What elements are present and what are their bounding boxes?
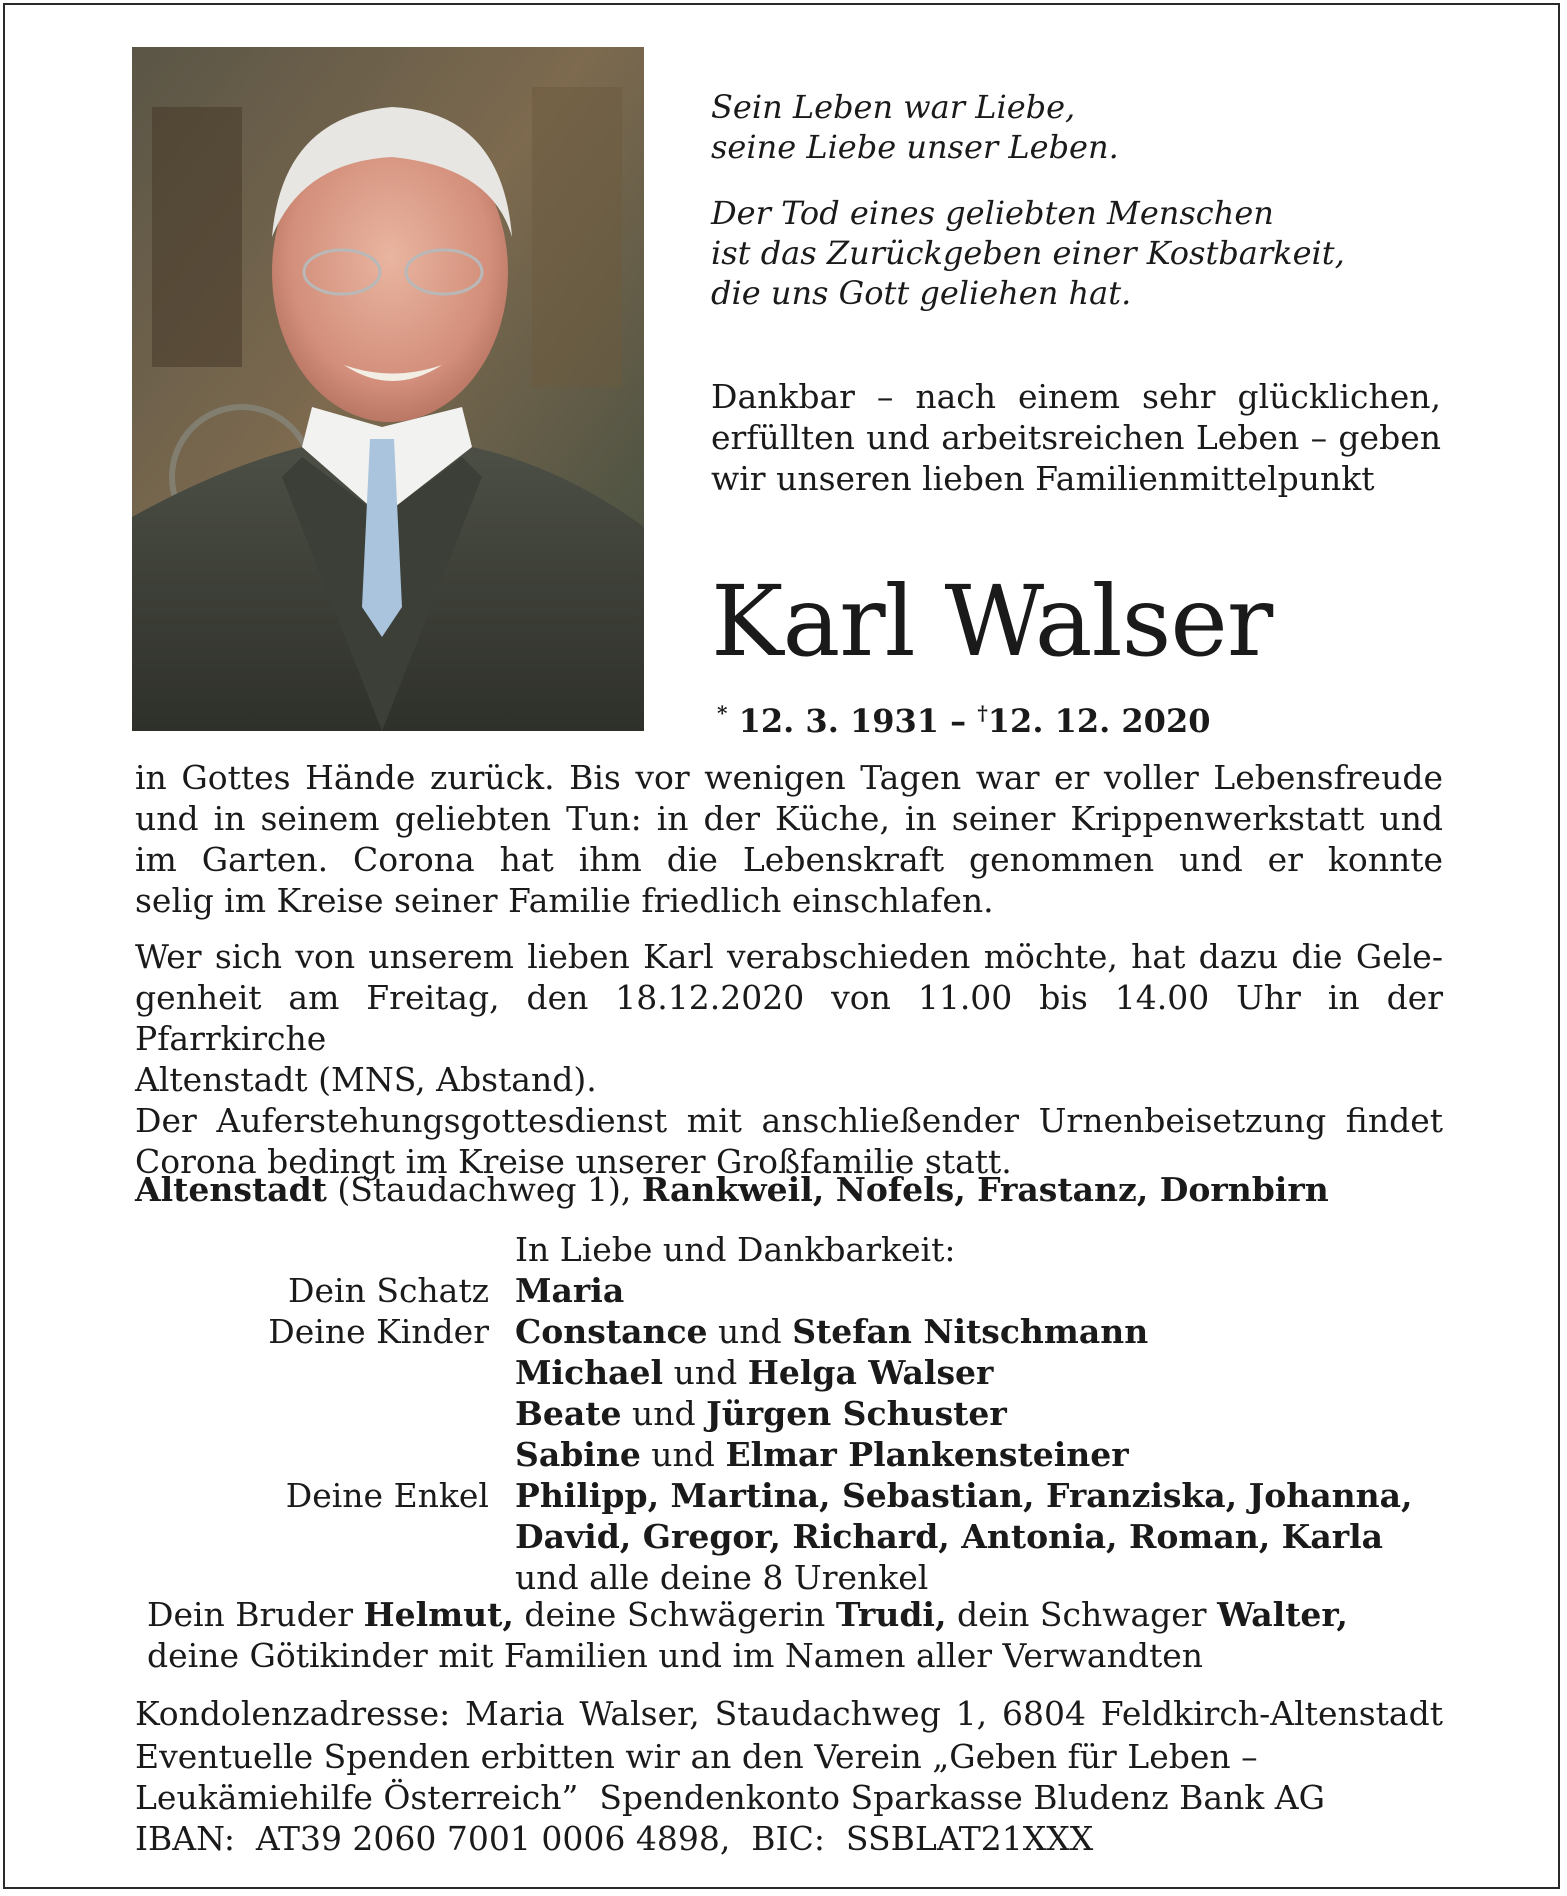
quote-line: Der Tod eines geliebten Menschen (711, 194, 1274, 232)
great-grandchildren: und alle deine 8 Urenkel (515, 1558, 929, 1597)
body-line: Wer sich von unserem lieben Karl verabschieden möchte, hat dazu die Gele- (135, 937, 1443, 976)
and-word: und (707, 1312, 793, 1351)
quote-line: seine Liebe unser Leben. (711, 128, 1119, 166)
relatives-text: Dein Bruder (147, 1595, 364, 1634)
body-paragraph-2 (135, 936, 1443, 1182)
date-dash: – (950, 702, 967, 740)
grandchildren-line: Philipp, Martina, Sebastian, Franziska, Johanna, (515, 1476, 1413, 1515)
relatives-line: deine Götikinder mit Familien und im Namen aller Verwandten (147, 1636, 1203, 1675)
sister-in-law-name: Trudi, (835, 1595, 947, 1634)
partner-name: Elmar Plankensteiner (725, 1435, 1129, 1474)
body-line: in Gottes Hände zurück. Bis vor wenigen Tagen war er voller Lebensfreude (135, 758, 1443, 797)
partner-name: Jürgen Schuster (706, 1394, 1007, 1433)
child-couple (515, 1393, 1007, 1434)
other-places: Rankweil, Nofels, Frastanz, Dornbirn (641, 1170, 1329, 1209)
life-dates (717, 693, 1210, 741)
obituary-page (3, 3, 1560, 1889)
quote-line: Sein Leben war Liebe, (711, 88, 1076, 126)
intro-line: Dankbar – nach einem sehr glücklichen, (711, 377, 1441, 416)
places-line (135, 1169, 1329, 1210)
epitaph-quote-2 (711, 193, 1345, 313)
body-line: und in seinem geliebten Tun: in der Küche, in seiner Krippenwerkstatt und (135, 799, 1443, 838)
label-partner: Dein Schatz (288, 1271, 489, 1310)
portrait-photo (132, 47, 644, 731)
brother-in-law-name: Walter, (1217, 1595, 1348, 1634)
grandchildren-line: David, Gregor, Richard, Antonia, Roman, Karla (515, 1517, 1384, 1556)
body-paragraph-1 (135, 757, 1443, 921)
child-name: Beate (515, 1394, 622, 1433)
family-heading: In Liebe und Dankbarkeit: (515, 1230, 956, 1269)
home-town: Altenstadt (135, 1170, 327, 1209)
child-name: Michael (515, 1353, 664, 1392)
partner-name: Helga Walser (747, 1353, 994, 1392)
footer-info (135, 1693, 1443, 1859)
relatives-line (147, 1594, 1348, 1635)
child-couple (515, 1434, 1129, 1475)
label-children: Deine Kinder (268, 1312, 489, 1351)
and-word: und (663, 1353, 748, 1392)
death-date: 12. 12. 2020 (987, 702, 1211, 740)
body-line: Altenstadt (MNS, Abstand). (135, 1060, 597, 1099)
body-line: selig im Kreise seiner Familie friedlich einschlafen. (135, 881, 994, 920)
quote-line: ist das Zurückgeben einer Kostbarkeit, (711, 234, 1345, 272)
child-couple (515, 1352, 993, 1393)
intro-text (711, 376, 1441, 499)
relatives-text: dein Schwager (946, 1595, 1218, 1634)
bank-details: IBAN: AT39 2060 7001 0006 4898, BIC: SSBLAT21XXX (135, 1819, 1094, 1858)
intro-line: erfüllten und arbeitsreichen Leben – geben (711, 418, 1441, 457)
partner-name: Stefan Nitschmann (792, 1312, 1149, 1351)
brother-name: Helmut, (363, 1595, 514, 1634)
condolence-address: Kondolenzadresse: Maria Walser, Staudachweg 1, 6804 Feldkirch-Altenstadt (135, 1694, 1443, 1733)
family-list (5, 1229, 1562, 1598)
quote-line: die uns Gott geliehen hat. (711, 274, 1132, 312)
and-word: und (621, 1394, 707, 1433)
child-name: Sabine (515, 1435, 641, 1474)
donation-line: Leukämiehilfe Österreich” Spendenkonto Sparkasse Bludenz Bank AG (135, 1778, 1325, 1817)
child-couple (515, 1311, 1148, 1352)
birth-date: 12. 3. 1931 (738, 702, 940, 740)
body-line: im Garten. Corona hat ihm die Lebenskraft genommen und er konnte (135, 840, 1443, 879)
birth-symbol: * (717, 701, 728, 725)
body-line: Der Auferstehungsgottesdienst mit anschließender Urnenbeisetzung findet (135, 1101, 1443, 1140)
donation-line: Eventuelle Spenden erbitten wir an den Verein „Geben für Leben – (135, 1737, 1258, 1776)
body-line: Corona bedingt im Kreise unserer Großfamilie statt. (135, 1142, 1012, 1181)
epitaph-quote-1 (711, 87, 1119, 167)
child-name: Constance (515, 1312, 708, 1351)
label-grandchildren: Deine Enkel (285, 1476, 489, 1515)
relatives (147, 1594, 1348, 1676)
partner-name: Maria (515, 1271, 625, 1310)
deceased-name: Karl Walser (711, 565, 1273, 678)
relatives-text: deine Schwägerin (513, 1595, 836, 1634)
death-symbol: † (977, 701, 988, 725)
intro-line: wir unseren lieben Familienmittelpunkt (711, 459, 1375, 498)
home-address: (Staudachweg 1), (326, 1170, 642, 1209)
and-word: und (640, 1435, 726, 1474)
body-line: genheit am Freitag, den 18.12.2020 von 11.00 bis 14.00 Uhr in der Pfarrkirche (135, 978, 1443, 1058)
